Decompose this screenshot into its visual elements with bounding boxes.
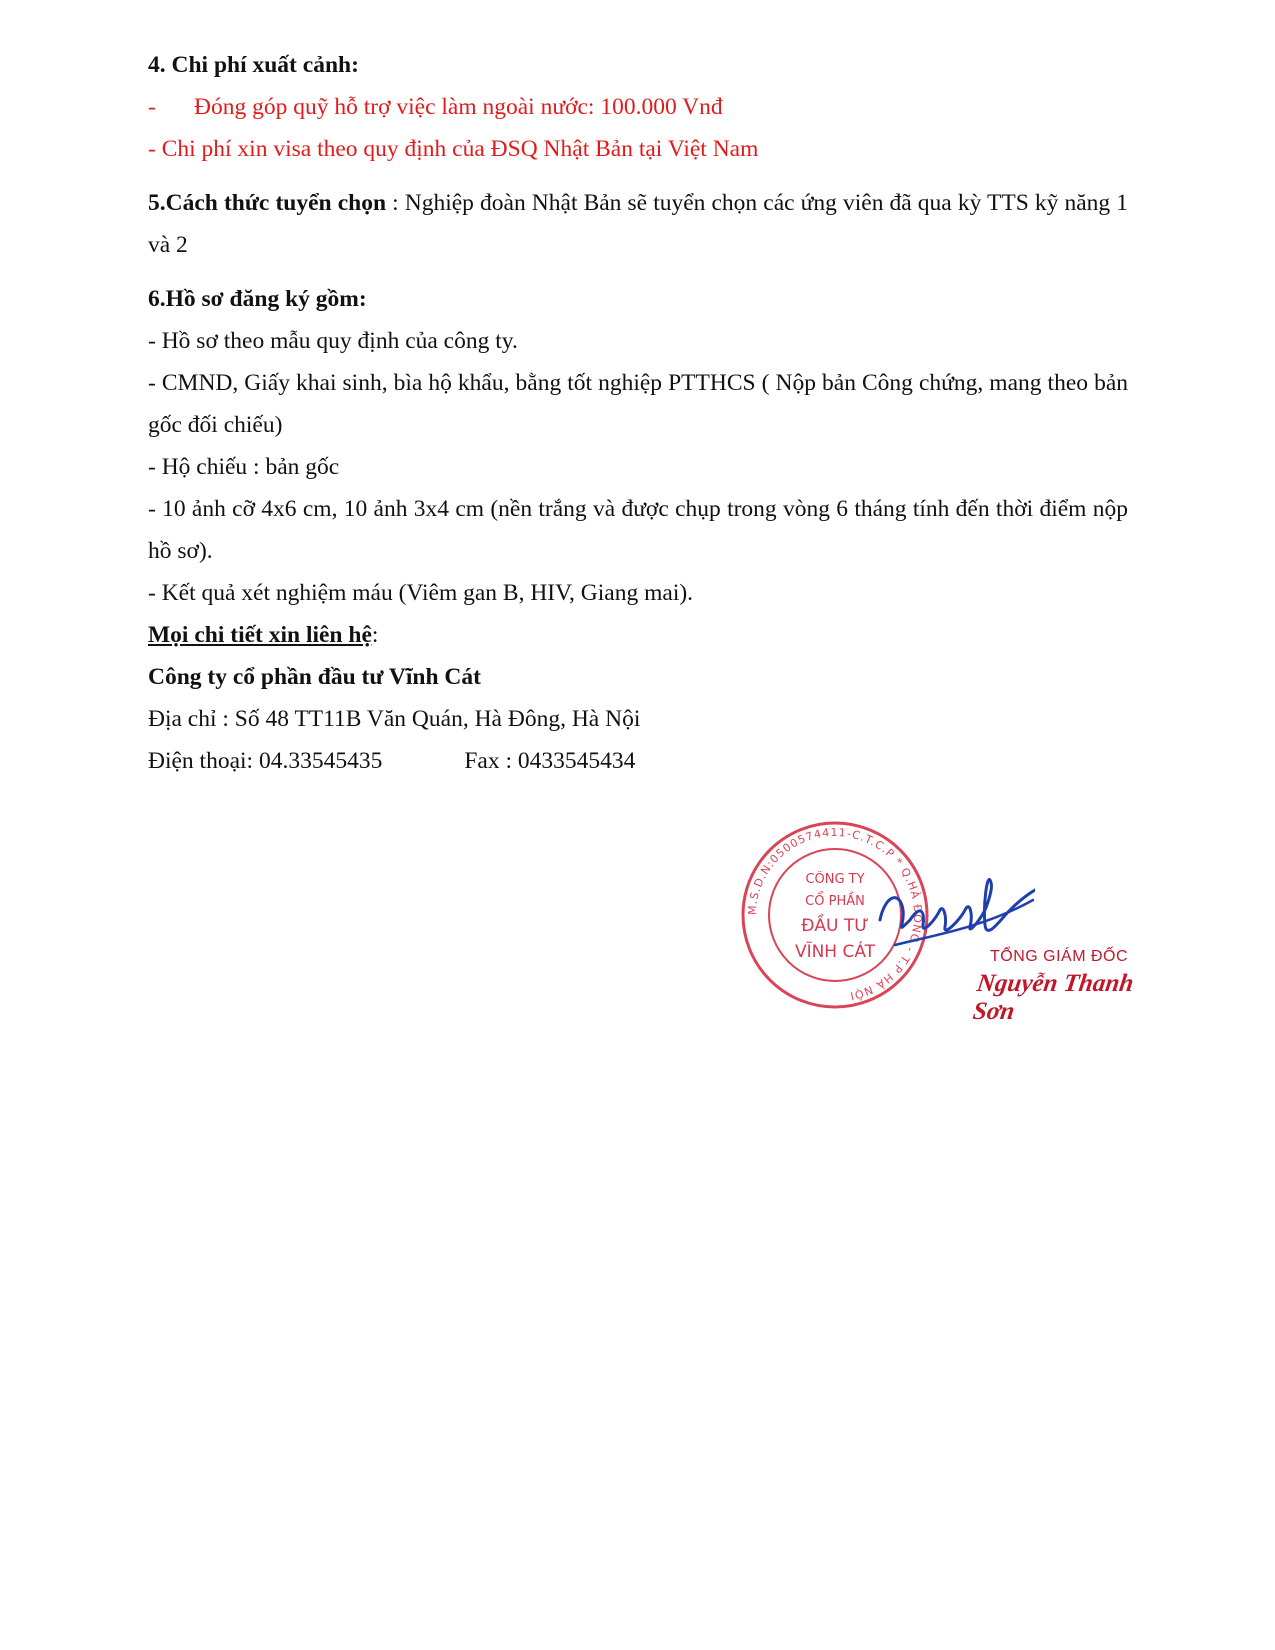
section-6-item: - Hộ chiếu : bản gốc (148, 454, 340, 480)
contact-phone-fax (148, 740, 1128, 782)
director-name: Nguyễn Thanh Sơn (971, 970, 1136, 1025)
signature-block (735, 815, 1155, 1025)
stamp-line: CỔ PHẦN (805, 894, 865, 909)
stamp-line: ĐẦU TƯ (801, 916, 869, 936)
section-4-title: 4. Chi phí xuất cảnh: (148, 52, 359, 78)
phone-number: Điện thoại: 04.33545435 (148, 748, 383, 774)
section-5-paragraph (148, 182, 1128, 266)
dash-bullet: - (148, 94, 156, 120)
stamp-ring-text: M.S.D.N:0500574411-C.T.C.P * Q.HÀ ĐÔNG - T.P HÀ NỘI (745, 825, 925, 1003)
section-6-item: - CMND, Giấy khai sinh, bìa hộ khẩu, bằng tốt nghiệp PTTHCS ( Nộp bản Công chứng, mang theo bản gốc đối chiếu) (148, 370, 1128, 438)
company-address: Địa chỉ : Số 48 TT11B Văn Quán, Hà Đông, Hà Nội (148, 706, 641, 732)
section-4-item-2: - Chi phí xin visa theo quy định của ĐSQ Nhật Bản tại Việt Nam (148, 136, 759, 162)
section-5-text: : Nghiệp đoàn Nhật Bản sẽ tuyển chọn các ứng viên đã qua kỳ TTS kỹ năng 1 và 2 (148, 190, 1128, 258)
company-name: Công ty cổ phần đầu tư Vĩnh Cát (148, 664, 481, 690)
section-4-item-1-text: Đóng góp quỹ hỗ trợ việc làm ngoài nước: 100.000 Vnđ (194, 94, 723, 120)
contact-heading: Mọi chi tiết xin liên hệ (148, 622, 372, 648)
contact-heading-line (148, 614, 1128, 656)
section-6-item: - Hồ sơ theo mẫu quy định của công ty. (148, 328, 518, 354)
section-5-title: 5.Cách thức tuyển chọn (148, 190, 387, 216)
fax-number: Fax : 0433545434 (464, 748, 636, 774)
contact-heading-colon: : (371, 622, 379, 648)
director-title: TỔNG GIÁM ĐỐC (990, 948, 1129, 965)
section-6-item: - Kết quả xét nghiệm máu (Viêm gan B, HIV, Giang mai). (148, 580, 694, 606)
stamp-line: CÔNG TY (805, 872, 865, 887)
section-6-item: - 10 ảnh cỡ 4x6 cm, 10 ảnh 3x4 cm (nền trắng và được chụp trong vòng 6 tháng tính đến thời điểm nộp hồ sơ). (148, 496, 1128, 564)
stamp-line: VĨNH CÁT (794, 942, 876, 962)
document-page (148, 44, 1128, 782)
section-6-title: 6.Hồ sơ đăng ký gồm: (148, 286, 367, 312)
section-4-item-1 (148, 86, 1128, 128)
